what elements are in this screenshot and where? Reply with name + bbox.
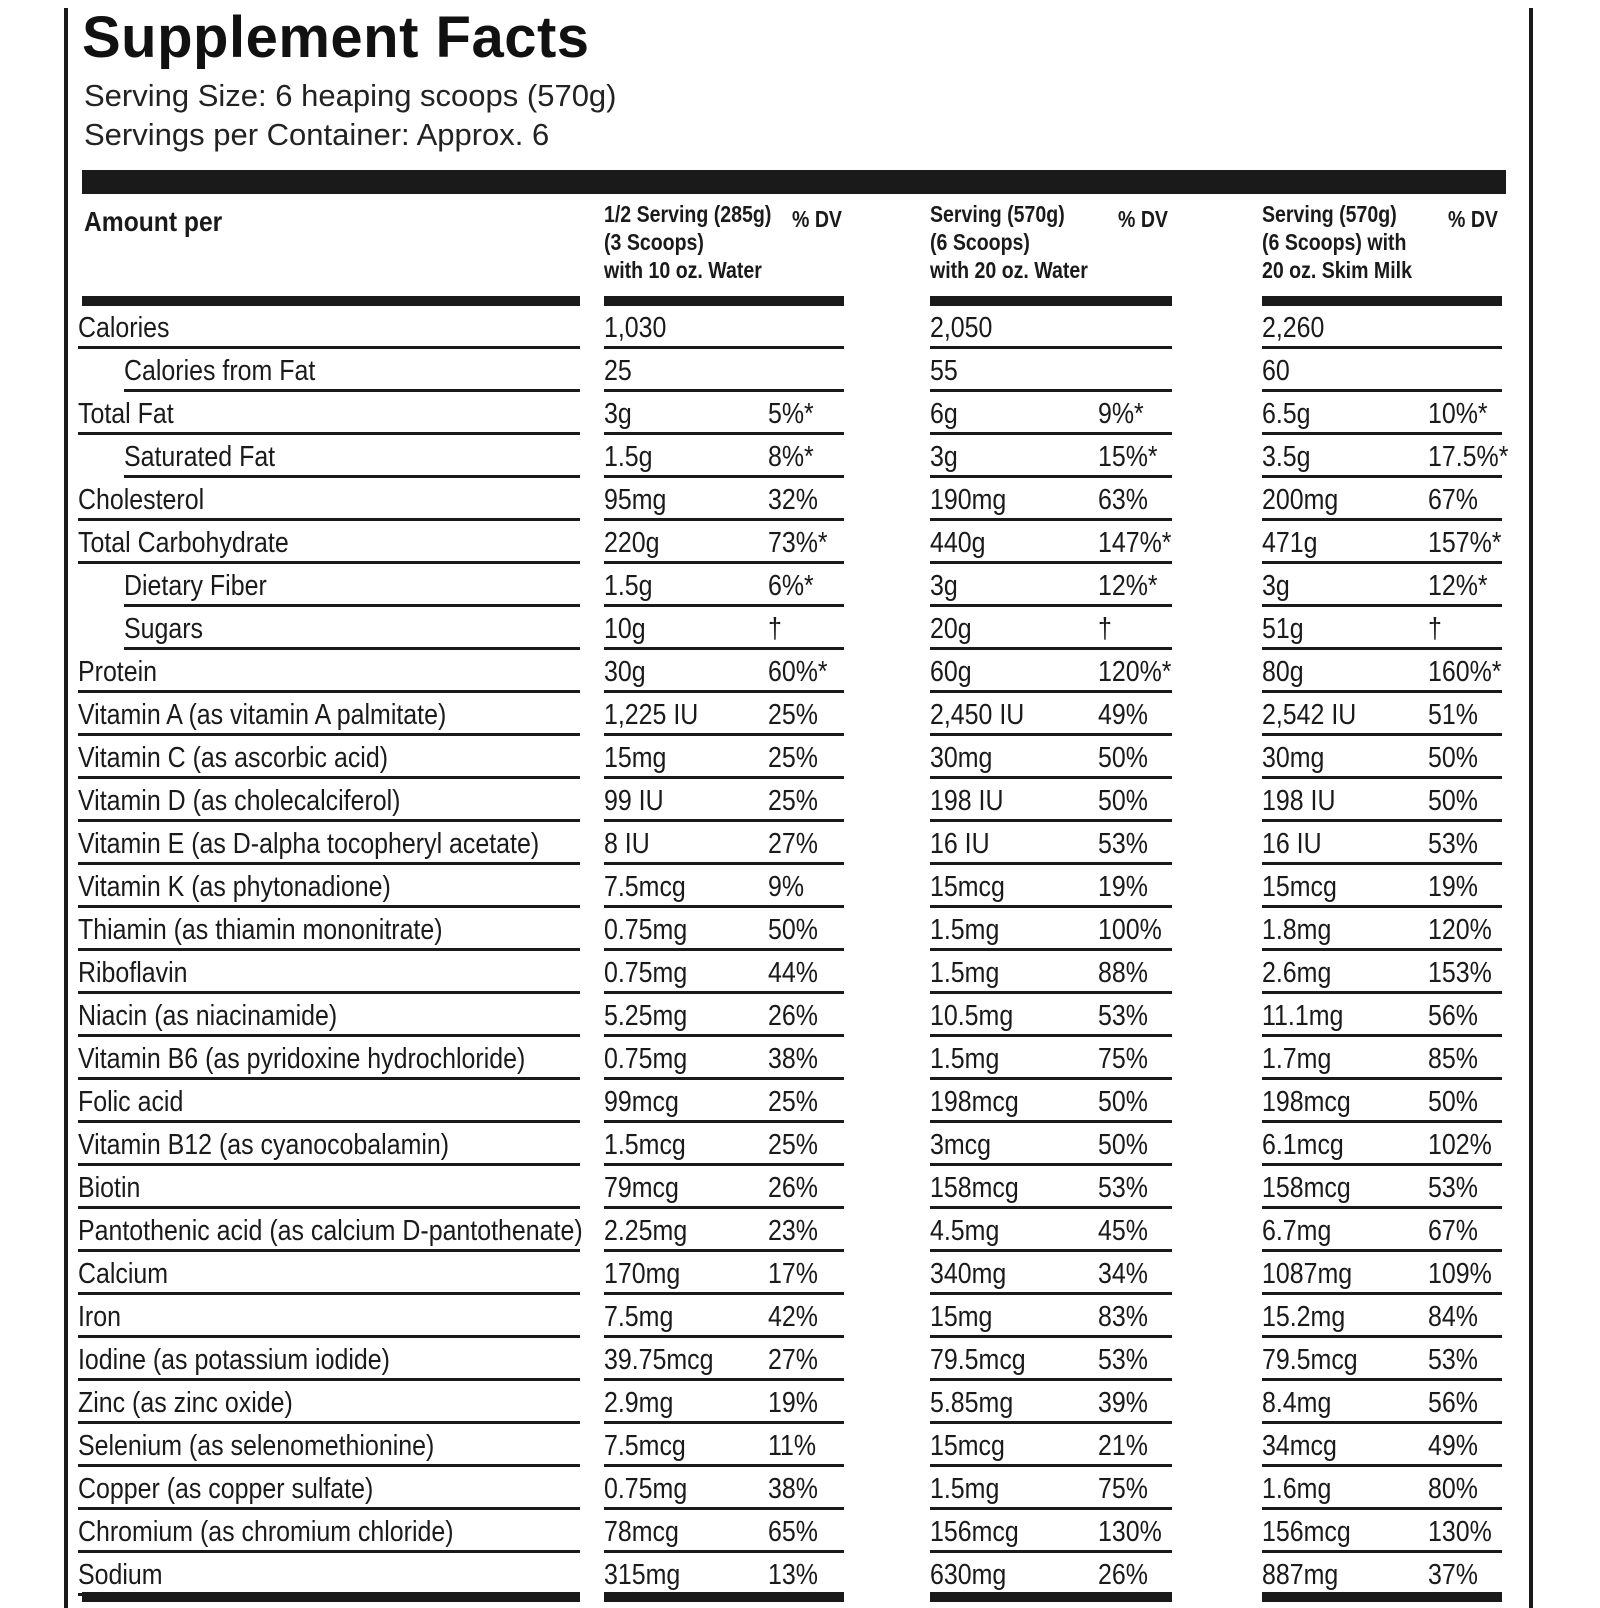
nutrient-row	[0, 1295, 1600, 1338]
daily-value-percent: 109%	[1428, 1258, 1492, 1290]
nutrient-row	[0, 650, 1600, 693]
amount-value: 51g	[1262, 613, 1304, 645]
nutrient-label: Vitamin E (as D-alpha tocopheryl acetate)	[78, 828, 540, 860]
daily-value-percent: 19%	[1428, 871, 1478, 903]
daily-value-percent: 10%*	[1428, 398, 1488, 430]
daily-value-percent: 38%	[768, 1473, 818, 1505]
amount-value: 80g	[1262, 656, 1304, 688]
daily-value-percent: 9%*	[1098, 398, 1144, 430]
daily-value-percent: 5%*	[768, 398, 814, 430]
nutrient-label: Folic acid	[78, 1086, 184, 1118]
nutrient-row	[0, 392, 1600, 435]
amount-value: 3g	[930, 441, 958, 473]
amount-value: 1.5g	[604, 441, 653, 473]
nutrient-label: Total Carbohydrate	[78, 527, 289, 559]
nutrient-label: Vitamin K (as phytonadione)	[78, 871, 391, 903]
nutrient-label: Iron	[78, 1301, 121, 1333]
daily-value-percent: 130%	[1098, 1516, 1162, 1548]
daily-value-percent: 19%	[768, 1387, 818, 1419]
amount-value: 170mg	[604, 1258, 681, 1290]
daily-value-percent: 11%	[768, 1430, 817, 1462]
nutrient-row	[0, 1166, 1600, 1209]
nutrient-label: Thiamin (as thiamin mononitrate)	[78, 914, 443, 946]
daily-value-percent: 157%*	[1428, 527, 1502, 559]
daily-value-percent: 73%*	[768, 527, 828, 559]
daily-value-percent: 42%	[768, 1301, 818, 1333]
daily-value-percent: 75%	[1098, 1473, 1148, 1505]
daily-value-percent: 50%	[1428, 785, 1478, 817]
amount-value: 1.5mg	[930, 914, 1000, 946]
amount-value: 11.1mg	[1262, 1000, 1344, 1032]
amount-value: 99 IU	[604, 785, 664, 817]
amount-value: 6.5g	[1262, 398, 1311, 430]
daily-value-percent: 19%	[1098, 871, 1148, 903]
amount-value: 79mcg	[604, 1172, 679, 1204]
header-thick-bar	[82, 170, 1506, 194]
amount-value: 15mcg	[930, 871, 1005, 903]
column-header-line: with 10 oz. Water	[604, 257, 762, 283]
nutrient-row	[0, 779, 1600, 822]
daily-value-percent: 50%	[1098, 1129, 1148, 1161]
daily-value-percent: 120%*	[1098, 656, 1172, 688]
column-2-bottom-bar	[930, 1592, 1172, 1602]
daily-value-percent: 60%*	[768, 656, 828, 688]
column-header-line: (6 Scoops) with	[1262, 229, 1407, 255]
amount-value: 1,030	[604, 312, 667, 344]
amount-value: 10.5mg	[930, 1000, 1014, 1032]
column-header-line: 20 oz. Skim Milk	[1262, 257, 1412, 283]
daily-value-percent: 53%	[1098, 1172, 1148, 1204]
daily-value-percent: 49%	[1428, 1430, 1478, 1462]
amount-value: 2.25mg	[604, 1215, 688, 1247]
daily-value-percent: 23%	[768, 1215, 818, 1247]
daily-value-percent: †	[1428, 613, 1442, 645]
amount-value: 39.75mcg	[604, 1344, 714, 1376]
nutrient-label: Zinc (as zinc oxide)	[78, 1387, 293, 1419]
amount-value: 1.7mg	[1262, 1043, 1332, 1075]
amount-value: 2,542 IU	[1262, 699, 1357, 731]
nutrient-row	[0, 736, 1600, 779]
daily-value-percent: 15%*	[1098, 441, 1158, 473]
nutrient-label: Dietary Fiber	[124, 570, 267, 602]
nutrient-row	[0, 865, 1600, 908]
daily-value-percent: 25%	[768, 785, 818, 817]
nutrient-table	[0, 306, 1600, 1596]
amount-value: 30mg	[930, 742, 993, 774]
column-header-line: Serving (570g)	[1262, 201, 1397, 227]
amount-value: 16 IU	[1262, 828, 1322, 860]
amount-value: 220g	[604, 527, 660, 559]
nutrient-label: Selenium (as selenomethionine)	[78, 1430, 435, 1462]
column-header-line: with 20 oz. Water	[930, 257, 1088, 283]
daily-value-percent: 9%	[768, 871, 805, 903]
daily-value-percent: 67%	[1428, 484, 1478, 516]
amount-value: 2.6mg	[1262, 957, 1332, 989]
nutrient-label: Calories from Fat	[124, 355, 316, 387]
amount-value: 1.5mg	[930, 957, 1000, 989]
amount-value: 5.25mg	[604, 1000, 688, 1032]
daily-value-percent: 83%	[1098, 1301, 1148, 1333]
amount-value: 200mg	[1262, 484, 1339, 516]
amount-value: 30g	[604, 656, 646, 688]
amount-value: 0.75mg	[604, 914, 688, 946]
nutrient-row	[0, 693, 1600, 736]
nutrient-column-bar	[82, 296, 580, 306]
amount-value: 1.8mg	[1262, 914, 1332, 946]
daily-value-percent: 67%	[1428, 1215, 1478, 1247]
amount-value: 78mcg	[604, 1516, 679, 1548]
nutrient-label: Total Fat	[78, 398, 174, 430]
nutrient-column-bottom-bar	[82, 1592, 580, 1602]
daily-value-percent: 26%	[768, 1172, 818, 1204]
amount-value: 60g	[930, 656, 972, 688]
amount-value: 7.5mcg	[604, 871, 686, 903]
daily-value-percent: 84%	[1428, 1301, 1478, 1333]
servings-per-container: Servings per Container: Approx. 6	[84, 117, 550, 152]
daily-value-percent: 8%*	[768, 441, 814, 473]
nutrient-label: Sugars	[124, 613, 204, 645]
amount-value: 15.2mg	[1262, 1301, 1346, 1333]
column-header-serving-water	[930, 200, 1088, 284]
amount-value: 79.5mcg	[930, 1344, 1026, 1376]
daily-value-percent: 44%	[768, 957, 818, 989]
nutrient-row	[0, 1467, 1600, 1510]
nutrient-label: Niacin (as niacinamide)	[78, 1000, 338, 1032]
amount-value: 34mcg	[1262, 1430, 1337, 1462]
amount-value: 99mcg	[604, 1086, 679, 1118]
nutrient-row	[0, 1553, 1600, 1596]
amount-value: 1,225 IU	[604, 699, 699, 731]
amount-value: 630mg	[930, 1559, 1007, 1591]
nutrient-row	[0, 1123, 1600, 1166]
daily-value-percent: 75%	[1098, 1043, 1148, 1075]
daily-value-percent: 50%	[1428, 1086, 1478, 1118]
amount-value: 440g	[930, 527, 986, 559]
amount-value: 10g	[604, 613, 646, 645]
nutrient-label: Pantothenic acid (as calcium D-pantothenate)	[78, 1215, 583, 1247]
daily-value-percent: 120%	[1428, 914, 1492, 946]
nutrient-row	[0, 908, 1600, 951]
nutrient-row	[0, 435, 1600, 478]
amount-value: 25	[604, 355, 632, 387]
daily-value-percent: 80%	[1428, 1473, 1478, 1505]
daily-value-percent: 25%	[768, 1129, 818, 1161]
amount-value: 7.5mg	[604, 1301, 674, 1333]
serving-size: Serving Size: 6 heaping scoops (570g)	[84, 78, 617, 113]
amount-value: 7.5mcg	[604, 1430, 686, 1462]
amount-value: 198mcg	[930, 1086, 1019, 1118]
daily-value-percent: 49%	[1098, 699, 1148, 731]
amount-value: 3mcg	[930, 1129, 991, 1161]
amount-value: 887mg	[1262, 1559, 1339, 1591]
amount-value: 198 IU	[1262, 785, 1336, 817]
amount-value: 55	[930, 355, 958, 387]
amount-value: 158mcg	[1262, 1172, 1351, 1204]
amount-value: 6g	[930, 398, 958, 430]
dv-header: % DV	[1448, 206, 1498, 232]
daily-value-percent: 85%	[1428, 1043, 1478, 1075]
column-1-bar	[604, 296, 844, 306]
column-header-serving-skim-milk	[1262, 200, 1412, 284]
daily-value-percent: 160%*	[1428, 656, 1502, 688]
daily-value-percent: 25%	[768, 699, 818, 731]
amount-value: 6.7mg	[1262, 1215, 1332, 1247]
amount-value: 3g	[1262, 570, 1290, 602]
amount-value: 6.1mcg	[1262, 1129, 1344, 1161]
amount-value: 20g	[930, 613, 972, 645]
nutrient-label: Vitamin C (as ascorbic acid)	[78, 742, 389, 774]
daily-value-percent: 13%	[768, 1559, 818, 1591]
amount-value: 1.5mg	[930, 1473, 1000, 1505]
daily-value-percent: 51%	[1428, 699, 1478, 731]
amount-value: 30mg	[1262, 742, 1325, 774]
daily-value-percent: 39%	[1098, 1387, 1148, 1419]
daily-value-percent: 25%	[768, 742, 818, 774]
nutrient-label: Biotin	[78, 1172, 141, 1204]
nutrient-row	[0, 994, 1600, 1037]
nutrient-label: Saturated Fat	[124, 441, 276, 473]
column-1-bottom-bar	[604, 1592, 844, 1602]
daily-value-percent: 53%	[1098, 828, 1148, 860]
daily-value-percent: 21%	[1098, 1430, 1148, 1462]
daily-value-percent: 32%	[768, 484, 818, 516]
amount-value: 16 IU	[930, 828, 990, 860]
column-header-half-serving-water	[604, 200, 771, 284]
daily-value-percent: 26%	[768, 1000, 818, 1032]
nutrient-row	[0, 478, 1600, 521]
amount-value: 1.6mg	[1262, 1473, 1332, 1505]
nutrient-row	[0, 1252, 1600, 1295]
daily-value-percent: 38%	[768, 1043, 818, 1075]
daily-value-percent: 12%*	[1428, 570, 1488, 602]
column-header-line: (6 Scoops)	[930, 229, 1030, 255]
nutrient-row	[0, 1338, 1600, 1381]
amount-value: 340mg	[930, 1258, 1007, 1290]
amount-value: 198 IU	[930, 785, 1004, 817]
daily-value-percent: 100%	[1098, 914, 1162, 946]
nutrient-row	[0, 1209, 1600, 1252]
dv-header: % DV	[1118, 206, 1168, 232]
amount-value: 79.5mcg	[1262, 1344, 1358, 1376]
nutrient-row	[0, 306, 1600, 349]
nutrient-label: Vitamin D (as cholecalciferol)	[78, 785, 401, 817]
amount-value: 0.75mg	[604, 1473, 688, 1505]
amount-value: 8.4mg	[1262, 1387, 1332, 1419]
daily-value-percent: 53%	[1098, 1344, 1148, 1376]
daily-value-percent: 88%	[1098, 957, 1148, 989]
nutrient-label: Chromium (as chromium chloride)	[78, 1516, 454, 1548]
dv-header: % DV	[792, 206, 842, 232]
daily-value-percent: 53%	[1428, 1172, 1478, 1204]
amount-value: 95mg	[604, 484, 667, 516]
nutrient-row	[0, 1037, 1600, 1080]
amount-value: 3.5g	[1262, 441, 1311, 473]
daily-value-percent: 63%	[1098, 484, 1148, 516]
daily-value-percent: †	[768, 613, 782, 645]
nutrient-row	[0, 607, 1600, 650]
nutrient-row	[0, 1424, 1600, 1467]
amount-value: 15mg	[930, 1301, 993, 1333]
daily-value-percent: 26%	[1098, 1559, 1148, 1591]
column-2-bar	[930, 296, 1172, 306]
nutrient-row	[0, 951, 1600, 994]
daily-value-percent: 50%	[1428, 742, 1478, 774]
amount-value: 8 IU	[604, 828, 650, 860]
amount-value: 2,260	[1262, 312, 1325, 344]
amount-value: 5.85mg	[930, 1387, 1014, 1419]
column-3-bar	[1262, 296, 1502, 306]
daily-value-percent: 17%	[768, 1258, 818, 1290]
daily-value-percent: 27%	[768, 1344, 818, 1376]
daily-value-percent: 130%	[1428, 1516, 1492, 1548]
amount-value: 2.9mg	[604, 1387, 674, 1419]
nutrient-label: Protein	[78, 656, 158, 688]
nutrient-row	[0, 564, 1600, 607]
daily-value-percent: 25%	[768, 1086, 818, 1118]
daily-value-percent: 56%	[1428, 1000, 1478, 1032]
amount-value: 1.5mg	[930, 1043, 1000, 1075]
amount-value: 0.75mg	[604, 1043, 688, 1075]
amount-value: 156mcg	[930, 1516, 1019, 1548]
column-header-line: 1/2 Serving (285g)	[604, 201, 772, 227]
amount-value: 471g	[1262, 527, 1318, 559]
nutrient-row	[0, 1381, 1600, 1424]
column-3-bottom-bar	[1262, 1592, 1502, 1602]
amount-value: 198mcg	[1262, 1086, 1351, 1118]
daily-value-percent: 65%	[768, 1516, 818, 1548]
nutrient-label: Vitamin B12 (as cyanocobalamin)	[78, 1129, 450, 1161]
nutrient-row	[0, 1510, 1600, 1553]
column-header-line: (3 Scoops)	[604, 229, 704, 255]
daily-value-percent: 147%*	[1098, 527, 1172, 559]
daily-value-percent: 50%	[1098, 785, 1148, 817]
daily-value-percent: 17.5%*	[1428, 441, 1509, 473]
daily-value-percent: 6%*	[768, 570, 814, 602]
nutrient-label: Iodine (as potassium iodide)	[78, 1344, 390, 1376]
amount-value: 156mcg	[1262, 1516, 1351, 1548]
nutrient-row	[0, 1080, 1600, 1123]
nutrient-label: Calories	[78, 312, 170, 344]
amount-value: 1.5g	[604, 570, 653, 602]
amount-value: 315mg	[604, 1559, 681, 1591]
amount-value: 1087mg	[1262, 1258, 1353, 1290]
amount-per-heading: Amount per	[84, 206, 223, 237]
daily-value-percent: †	[1098, 613, 1112, 645]
daily-value-percent: 34%	[1098, 1258, 1148, 1290]
amount-value: 4.5mg	[930, 1215, 1000, 1247]
amount-value: 190mg	[930, 484, 1007, 516]
nutrient-row	[0, 822, 1600, 865]
amount-value: 15mg	[604, 742, 667, 774]
amount-value: 60	[1262, 355, 1290, 387]
amount-value: 2,450 IU	[930, 699, 1025, 731]
nutrient-row	[0, 349, 1600, 392]
amount-value: 3g	[604, 398, 632, 430]
nutrient-label: Copper (as copper sulfate)	[78, 1473, 374, 1505]
nutrient-label: Riboflavin	[78, 957, 188, 989]
daily-value-percent: 45%	[1098, 1215, 1148, 1247]
amount-value: 15mcg	[930, 1430, 1005, 1462]
amount-value: 0.75mg	[604, 957, 688, 989]
daily-value-percent: 53%	[1428, 828, 1478, 860]
daily-value-percent: 27%	[768, 828, 818, 860]
amount-value: 2,050	[930, 312, 993, 344]
daily-value-percent: 50%	[1098, 1086, 1148, 1118]
column-header-line: Serving (570g)	[930, 201, 1065, 227]
nutrient-label: Sodium	[78, 1559, 163, 1591]
daily-value-percent: 153%	[1428, 957, 1492, 989]
nutrient-label: Cholesterol	[78, 484, 205, 516]
daily-value-percent: 56%	[1428, 1387, 1478, 1419]
nutrient-label: Calcium	[78, 1258, 169, 1290]
amount-value: 3g	[930, 570, 958, 602]
daily-value-percent: 50%	[1098, 742, 1148, 774]
amount-value: 1.5mcg	[604, 1129, 686, 1161]
amount-value: 15mcg	[1262, 871, 1337, 903]
daily-value-percent: 102%	[1428, 1129, 1492, 1161]
nutrient-label: Vitamin A (as vitamin A palmitate)	[78, 699, 447, 731]
daily-value-percent: 50%	[768, 914, 818, 946]
daily-value-percent: 53%	[1098, 1000, 1148, 1032]
daily-value-percent: 53%	[1428, 1344, 1478, 1376]
label-title: Supplement Facts	[82, 5, 590, 70]
daily-value-percent: 37%	[1428, 1559, 1478, 1591]
amount-value: 158mcg	[930, 1172, 1019, 1204]
nutrient-label: Vitamin B6 (as pyridoxine hydrochloride)	[78, 1043, 526, 1075]
nutrient-row	[0, 521, 1600, 564]
daily-value-percent: 12%*	[1098, 570, 1158, 602]
